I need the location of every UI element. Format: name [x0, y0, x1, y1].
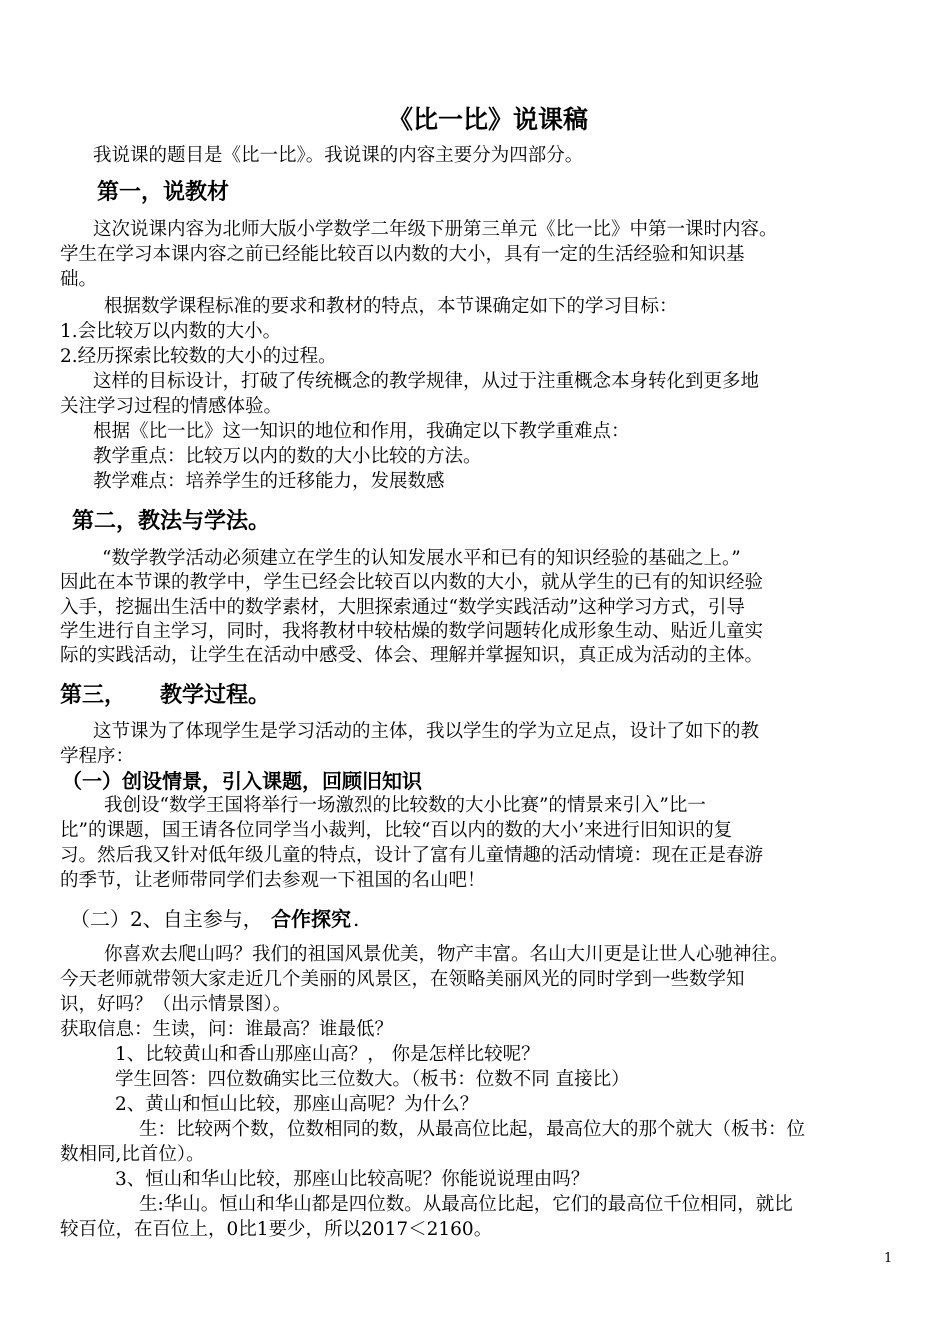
document-title: 《比一比》说课稿: [388, 105, 589, 134]
answer-line: 生：比较两个数，位数相同的数，从最高位比起，最高位大的那个就大（板书：位: [139, 1119, 806, 1140]
paragraph-line: 础。: [60, 269, 98, 290]
key-point-line: 教学重点：比较万以内的数的大小比较的方法。: [93, 446, 482, 467]
paragraph-line: 你喜欢去爬山吗？我们的祖国风景优美，物产丰富。名山大川更是让世人心驰神往。: [104, 944, 789, 965]
paragraph-line: 我创设“数学王国将举行一场激烈的比较数的大小比赛”的情景来引入”比一: [104, 795, 706, 816]
paragraph-line: 关注学习过程的情感体验。: [60, 396, 283, 417]
answer-line: 较百位，在百位上，0比1要少，所以2017＜2160。: [60, 1219, 493, 1240]
section-heading-1: 第一，说教材: [97, 179, 230, 205]
answer-line: 学生回答：四位数确实比三位数大。（板书：位数不同 直接比）: [115, 1069, 630, 1090]
objective-item: 2.经历探索比较数的大小的过程。: [60, 346, 337, 367]
objective-item: 1.会比较万以内数的大小。: [60, 321, 282, 342]
paragraph-line: 入手，挖掘出生活中的数学素材，大胆探索通过“数学实践活动”这种学习方式，引导: [60, 597, 745, 618]
subsection-heading-2-period: .: [353, 907, 360, 931]
paragraph-line: 今天老师就带领大家走近几个美丽的风景区，在领略美丽风光的同时学到一些数学知: [60, 969, 745, 990]
paragraph-line: 习。然后我又针对低年级儿童的特点，设计了富有儿童情趣的活动情境：现在正是春游: [60, 845, 764, 866]
paragraph-line: 识，好吗？（出示情景图）。: [60, 994, 292, 1015]
paragraph-line: 因此在本节课的教学中，学生已经会比较百以内数的大小，就从学生的已有的知识经验: [60, 572, 764, 593]
paragraph-line: 根据《比一比》这一知识的地位和作用，我确定以下教学重难点：: [93, 421, 630, 442]
paragraph-line: 比”的课题，国王请各位同学当小裁判，比较“百以内的数的大小’来进行旧知识的复: [60, 820, 733, 841]
difficulty-line: 教学难点：培养学生的迁移能力，发展数感: [93, 471, 445, 492]
paragraph-line: 这次说课内容为北师大版小学数学二年级下册第三单元《比一比》中第一课时内容。: [93, 219, 778, 240]
section-heading-3-label: 第三，: [60, 682, 127, 708]
answer-line: 数相同,比首位）。: [60, 1144, 205, 1165]
intro-line: 我说课的题目是《比一比》。我说课的内容主要分为四部分。: [93, 145, 584, 166]
subsection-heading-1: （一）创设情景，引入课题，回顾旧知识: [62, 769, 422, 793]
paragraph-line: 学生在学习本课内容之前已经能比较百以内数的大小，具有一定的生活经验和知识基: [60, 244, 745, 265]
subsection-heading-2-text: 合作探究: [271, 907, 351, 931]
paragraph-line: 根据数学课程标准的要求和教材的特点，本节课确定如下的学习目标：: [104, 296, 678, 317]
paragraph-line: 这样的目标设计，打破了传统概念的教学规律，从过于注重概念本身转化到更多地: [93, 371, 760, 392]
paragraph-line: 获取信息：生读，问：谁最高？谁最低？: [60, 1019, 394, 1040]
paragraph-line: 的季节，让老师带同学们去参观一下祖国的名山吧！: [60, 870, 486, 891]
paragraph-line: “数学教学活动必须建立在学生的认知发展水平和已有的知识经验的基础之上。”: [102, 548, 741, 569]
paragraph-line: 这节课为了体现学生是学习活动的主体，我以学生的学为立足点，设计了如下的教: [93, 721, 760, 742]
answer-line: 生:华山。恒山和华山都是四位数。从最高位比起，它们的最高位千位相同，就比: [139, 1194, 793, 1215]
question-line: 2、黄山和恒山比较，那座山高呢？为什么？: [115, 1094, 479, 1115]
subsection-heading-2-prefix: （二）2、自主参与，: [70, 907, 263, 931]
section-heading-2: 第二，教法与学法。: [72, 508, 271, 534]
paragraph-line: 际的实践活动，让学生在活动中感受、体会、理解并掌握知识，真正成为活动的主体。: [60, 645, 764, 666]
question-line: 1、比较黄山和香山那座山高？， 你是怎样比较呢？: [115, 1044, 540, 1065]
question-line: 3、恒山和华山比较，那座山比较高呢？你能说说理由吗？: [115, 1169, 590, 1190]
page-number: 1: [884, 1251, 893, 1266]
paragraph-line: 学生进行自主学习，同时，我将教材中较枯燥的数学问题转化成形象生动、贴近儿童实: [60, 621, 764, 642]
section-heading-3-text: 教学过程。: [160, 682, 271, 708]
paragraph-line: 学程序：: [60, 746, 135, 767]
